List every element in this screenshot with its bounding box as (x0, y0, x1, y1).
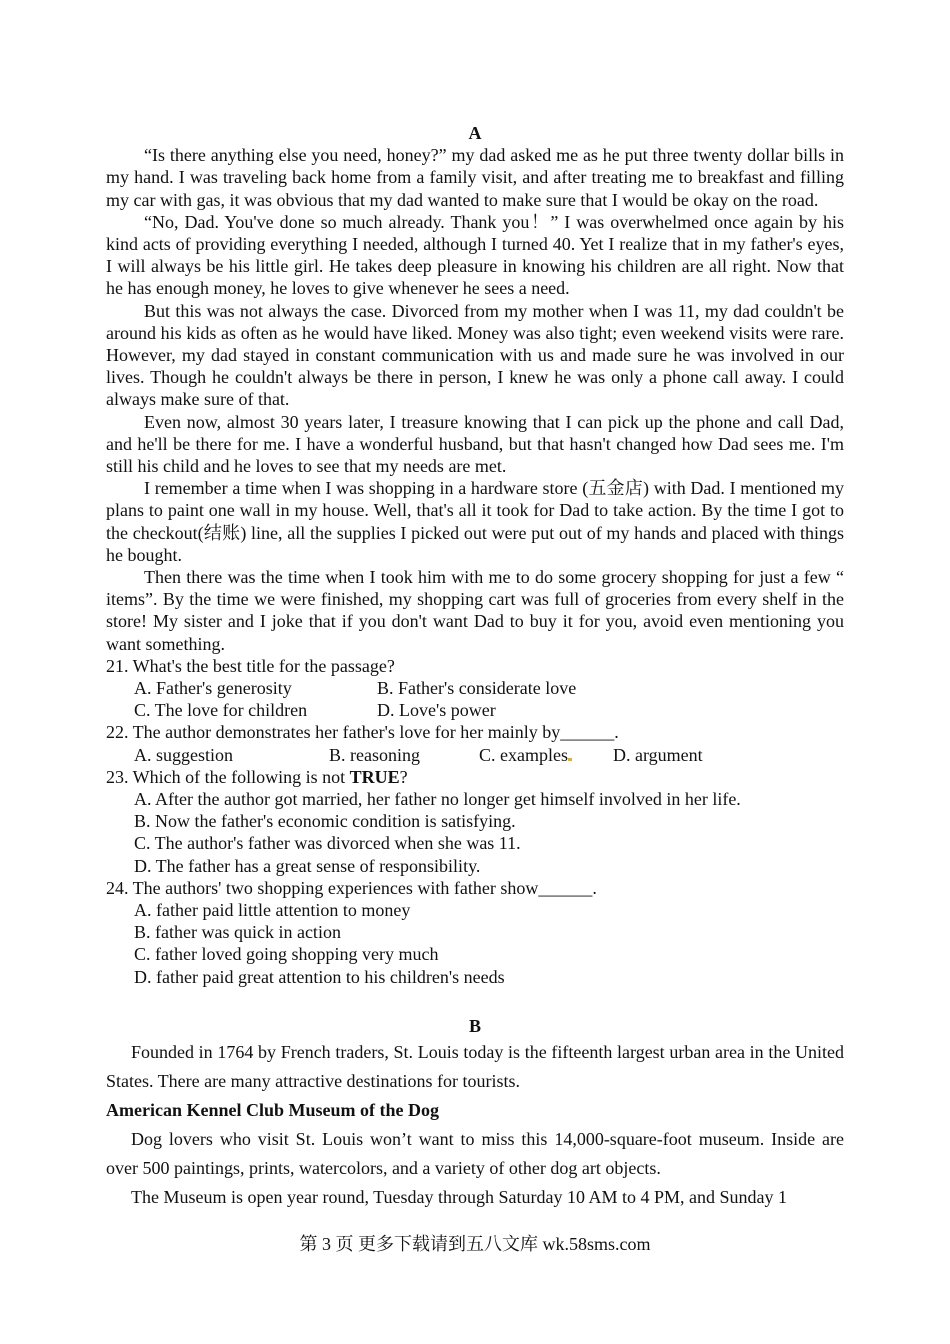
option-c-text: C. examples (479, 744, 568, 765)
question-22: 22. The author demonstrates her father's love for her mainly by______. (106, 722, 619, 743)
option-a: A. suggestion (134, 744, 233, 765)
option-d: D. father paid great attention to his children's needs (134, 966, 505, 987)
option-b: B. father was quick in action (134, 922, 341, 943)
question-23-end: ? (399, 766, 408, 787)
option-a: A. After the author got married, her father no longer get himself involved in her life. (134, 789, 741, 810)
paragraph: “No, Dad. You've done so much already. Thank you！” I was overwhelmed once again by his kind acts of providing everything I needed, although I turned 40. Yet I realize that in my father's eyes, I will always be his little girl. He takes deep pleasure in knowing his children are all right. Now that he has enough money, he loves to give whenever he sees a need. (106, 211, 844, 299)
paragraph: “Is there anything else you need, honey?” my dad asked me as he put three twenty dollar bills in my hand. I was traveling back home from a family visit, and after treating me to breakfast and filling my car with gas, it was obvious that my dad wanted to make sure that I would be okay on the road. (106, 145, 844, 210)
option-c (479, 744, 572, 766)
question-23-text: 23. Which of the following is not (106, 766, 350, 787)
paragraph: The Museum is open year round, Tuesday through Saturday 10 AM to 4 PM, and Sunday 1 (131, 1187, 787, 1207)
paragraph: Dog lovers who visit St. Louis won’t want to miss this 14,000-square-foot museum. Inside are over 500 paintings, prints, watercolors, and a variety of other dog art objects. (106, 1129, 844, 1178)
paragraph: But this was not always the case. Divorced from my mother when I was 11, my dad couldn't be around his kids as often as he would have liked. Money was also tight; even weekend visits were rare. However, my dad stayed in constant communication with us and made sure he was involved in our lives. Though he couldn't always be there in person, I knew he was only a phone call away. I could always make sure of that. (106, 300, 844, 410)
options-row (106, 677, 844, 699)
option-b: B. Father's considerate love (377, 678, 577, 699)
paragraph: Even now, almost 30 years later, I treasure knowing that I can pick up the phone and call Dad, and he'll be there for me. I have a wonderful husband, but that hasn't changed how Dad sees me. I'm still his child and he loves to see that my needs are met. (106, 411, 844, 477)
option-c: C. father loved going shopping very much (134, 944, 439, 965)
section-a (106, 122, 844, 988)
option-c: C. The author's father was divorced when she was 11. (134, 833, 521, 854)
paragraph: Then there was the time when I took him with me to do some grocery shopping for just a few “ items”. By the time we were finished, my shopping cart was full of groceries from every shelf in the store! My sister and I joke that if you don't want Dad to buy it for you, avoid even mentioning you want something. (106, 567, 844, 654)
page-footer: 第 3 页 更多下载请到五八文库 wk.58sms.com (299, 1234, 651, 1254)
paragraph: Founded in 1764 by French traders, St. Louis today is the fifteenth largest urban area in the United States. There are many attractive destinations for tourists. (106, 1042, 844, 1091)
option-b: B. reasoning (329, 744, 420, 765)
option-b: B. Now the father's economic condition is satisfying. (134, 811, 516, 832)
option-c: C. The love for children (134, 700, 308, 721)
section-a-heading: A (468, 123, 482, 143)
question-23 (106, 766, 844, 788)
question-23-emphasis: TRUE (349, 766, 400, 787)
question-24: 24. The authors' two shopping experiences with father show______. (106, 877, 597, 898)
subheading: American Kennel Club Museum of the Dog (106, 1100, 439, 1120)
options-row (106, 744, 844, 766)
option-a: A. father paid little attention to money (134, 900, 411, 921)
option-d: D. Love's power (377, 700, 496, 721)
options-row (106, 699, 844, 721)
option-d: D. The father has a great sense of responsibility. (134, 855, 481, 876)
paragraph: I remember a time when I was shopping in a hardware store (五金店) with Dad. I mentioned my plans to paint one wall in my house. Well, that's all it took for Dad to take action. By the time I got to the checkout(结账) line, all the supplies I picked out were put out of my hands and placed with things he bought. (106, 478, 844, 565)
option-d: D. argument (613, 744, 703, 765)
section-b (106, 1014, 844, 1212)
option-a: A. Father's generosity (134, 678, 292, 699)
highlight-mark (568, 758, 572, 761)
question-21: 21. What's the best title for the passage? (106, 655, 395, 676)
section-b-heading: B (468, 1016, 481, 1036)
